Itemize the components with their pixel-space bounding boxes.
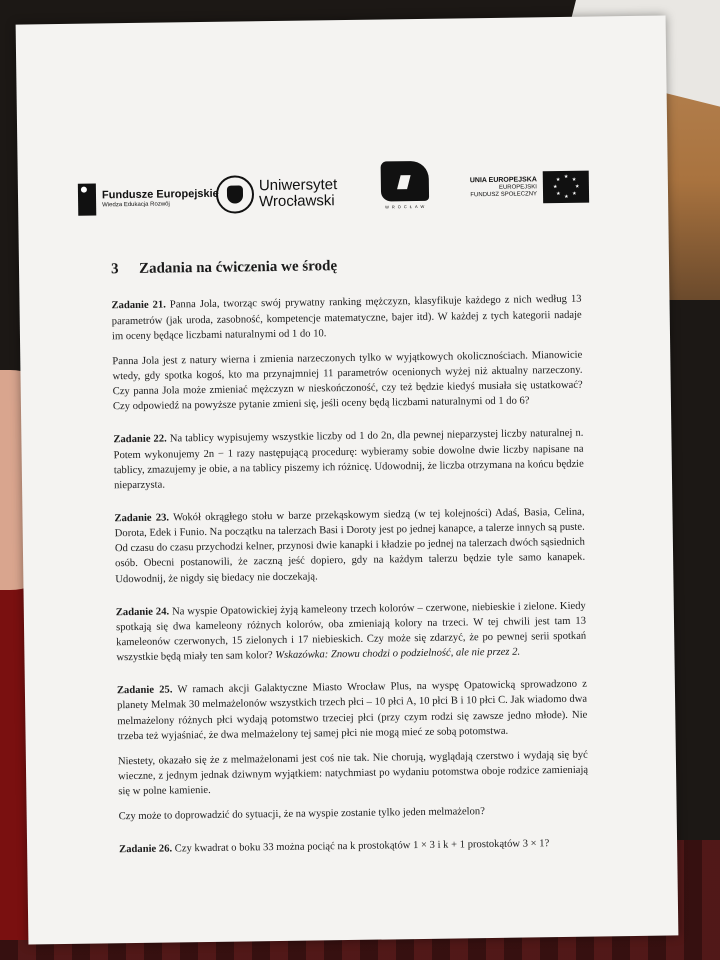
section-title: Zadania na ćwiczenia we środę — [138, 258, 338, 277]
fundusze-flag-icon — [78, 183, 96, 215]
logo-strip — [77, 148, 618, 236]
task-text: Na wyspie Opatowickiej żyją kameleony trzech kolorów – czerwone, niebieskie i zielone. Kiedy spotkają się dwa kameleony różnych kolorów, oba zmieniają kolory na trzeci. W tej chwili jest tam 13 kameleonów czerwonych, 15 zielonych i 17 niebieskich. Czy może się zdarzyć, że po pewnej serii spotkań wszystkie będą miały ten sam kolor? — [115, 600, 587, 664]
task-label: Zadanie 22. — [113, 433, 167, 446]
document-content — [111, 253, 589, 868]
document-page — [16, 16, 679, 945]
wa-caption: WROCŁAW — [385, 203, 428, 210]
task-label: Zadanie 25. — [116, 684, 173, 697]
eagle-seal-icon — [216, 175, 255, 214]
uwr-line1: Uniwersytet — [258, 176, 338, 195]
section-number: 3 — [110, 261, 119, 278]
task-25-paragraph: Niestety, okazało się że z melmażelonami jest coś nie tak. Nie chorują, wyglądają czerstwo i wydają się być wieczne, z jednym jednak dziwnym wyjątkiem: natychmiast po wydaniu potomstwa oboje rodzice zamieniają się w polne kamienie. — [117, 749, 589, 798]
task-text: Czy kwadrat o boku 33 można pociąć na k prostokątów 1 × 3 i k + 1 prostokątów 3 × 1? — [174, 838, 550, 855]
task-25 — [117, 677, 588, 744]
task-24 — [116, 598, 587, 665]
task-label: Zadanie 24. — [115, 606, 170, 618]
task-23 — [114, 505, 585, 587]
task-21 — [111, 292, 582, 344]
fundusze-europejskie-logo — [78, 182, 219, 216]
section-heading — [111, 253, 581, 281]
eu-flag-icon: ★ ★ ★ ★ ★ ★ ★ ★ — [543, 171, 589, 204]
uwr-line2: Wrocławski — [258, 192, 335, 211]
unia-europejska-logo — [470, 171, 589, 205]
wroclaw-mark-icon — [381, 161, 430, 202]
task-21-paragraph: Panna Jola jest z natury wierna i zmienia narzeczonych tylko w wyjątkowych okolicznościach. Mianowicie wtedy, gdy spotka kogoś, kto ma przynajmniej 11 parametrów ocenionych wyżej niż aktualny narzeczony. Czy panna Jola może zmieniać mężczyzn w nieskończoność, czy też będzie kiedyś musiała się ustatkować? Czy odpowiedź na powyższe pytanie zmieni się, jeśli oceny będą liczbami naturalnymi od 1 do 6? — [112, 349, 583, 413]
task-text: Panna Jola, tworząc swój prywatny ranking mężczyzn, klasyfikuje każdego z nich według 13 parametrów (jak uroda, zasobność, kompetencje matematyczne, bajer itd). W każdej z tych kategorii nadaje im oceny będące liczbami naturalnymi od 1 do 10. — [111, 294, 582, 342]
ue-line3: FUNDUSZ SPOŁECZNY — [470, 191, 538, 199]
task-label: Zadanie 26. — [119, 843, 173, 856]
task-label: Zadanie 23. — [114, 512, 170, 525]
ue-line2: EUROPEJSKI — [498, 184, 538, 191]
task-hint: Wskazówka: Znowu chodzi o podzielność, ale nie przez 2. — [275, 646, 521, 662]
task-25-question: Czy może to doprowadzić do sytuacji, że na wyspie zostanie tylko jeden melmażelon? — [118, 806, 485, 823]
task-22 — [113, 426, 584, 493]
fe-name: Fundusze Europejskie — [101, 187, 219, 202]
task-text: W ramach akcji Galaktyczne Miasto Wrocław Plus, na wyspę Opatowicką sprowadzono z planety Melmak 30 melmażelonów wszystkich trzech płci – 10 płci A, 10 płci B i 10 płci C. Jak wiadomo dwa melmażelony różnych płci wydają potomstwo trzeciej płci (przy czym rodzi się zawsze jedno młode). Nie trzeba też wyjaśniać, że dwa melmażelony tej samej płci nie mogą mieć ze sobą potomstwa. — [117, 678, 588, 742]
task-text: Wokół okrągłego stołu w barze przekąskowym siedzą (w tej kolejności) Adaś, Basia, Celina, Dorota, Edek i Funio. Na początku na talerzach Basi i Doroty jest po jednej kanapce, a talerze innych są puste. Od czasu do czasu przychodzi kelner, przynosi dwie kanapki i kładzie po jednej na talerzach dwóch sąsiednich osób. Obecni postanowili, że zaczną jeść dopiero, gdy na każdym talerzu będzie tyle samo kanapek. Udowodnij, że nigdy się biedacy nie doczekają. — [114, 506, 586, 585]
task-label: Zadanie 21. — [111, 299, 166, 312]
ue-line1: UNIA EUROPEJSKA — [469, 176, 537, 185]
uniwersytet-wroclawski-logo — [216, 174, 338, 214]
fe-subtitle: Wiedza Edukacja Rozwój — [102, 201, 170, 209]
wroclaw-department-logo — [381, 161, 432, 210]
task-text: Na tablicy wypisujemy wszystkie liczby od 1 do 2n, dla pewnej nieparzystej liczby naturalnej n. Potem wykonujemy 2n − 1 razy następującą procedurę: wybieramy sobie dowolne dwie liczby napisane na tablicy, zmazujemy je obie, a na tablicy piszemy ich różnicę. Udowodnij, że liczba otrzymana na końcu będzie nieparzysta. — [113, 428, 584, 492]
